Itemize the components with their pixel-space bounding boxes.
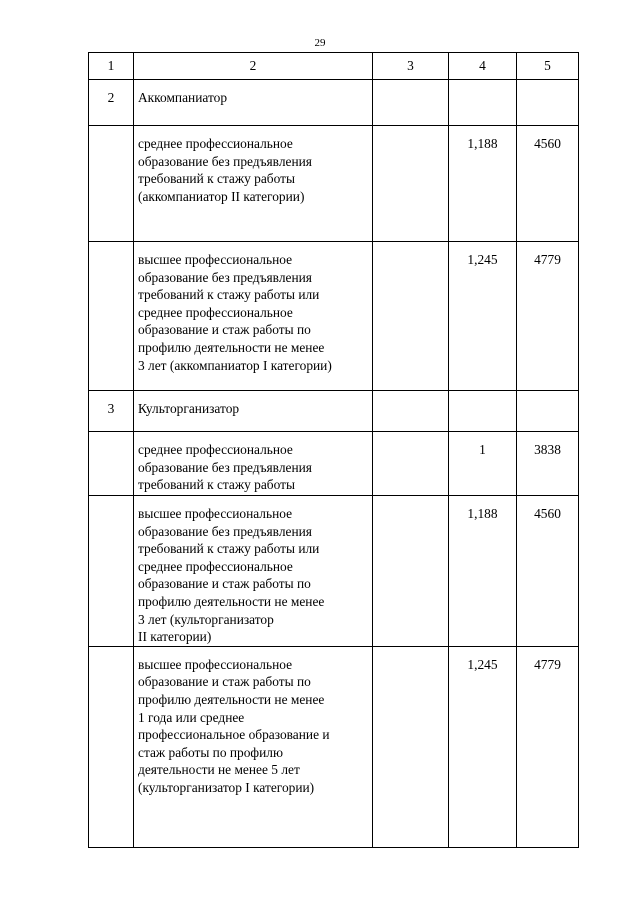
salary-value: 4779 [534,252,561,267]
row-number: 3 [107,401,115,416]
qualification-text: среднее профессиональное образование без предъявления требований к стажу работы [138,442,312,493]
coefficient-value: 1,245 [467,252,498,267]
coefficient-value: 1,188 [467,136,498,151]
table-row [89,242,579,391]
table-row [89,126,579,242]
coefficient-value: 1,188 [467,506,498,521]
table-row [89,432,579,496]
empty-cell [449,80,517,126]
empty-cell [449,391,517,432]
empty-cell [517,80,579,126]
salary-value: 4779 [534,656,561,672]
qualification-text: высшее профессиональное образование без предъявления требований к стажу работы или среднее профессиональное образование и стаж работы по профилю деятельности не менее 3 лет (культорганизатор II категории) [138,506,325,645]
empty-cell [517,391,579,432]
empty-cell [89,646,134,847]
qualification-text: высшее профессиональное образование и стаж работы по профилю деятельности не менее 1 года или среднее профессиональное образование и стаж работы по профилю деятельности не менее 5 лет (культорганизатор I категории) [138,656,330,795]
table-row [89,646,579,847]
empty-cell [373,126,449,242]
salary-value: 4560 [534,136,561,151]
empty-cell [373,432,449,496]
position-title: Аккомпаниатор [138,90,228,105]
empty-cell [373,391,449,432]
position-title: Культорганизатор [138,401,240,416]
empty-cell [373,80,449,126]
qualification-text: высшее профессиональное образование без предъявления требований к стажу работы или среднее профессиональное образование и стаж работы по профилю деятельности не менее 3 лет (аккомпаниатор I категории) [138,252,332,373]
qualification-text: среднее профессиональное образование без предъявления требований к стажу работы (аккомпаниатор II категории) [138,136,312,204]
salary-value: 4560 [534,506,561,521]
coefficient-value: 1 [479,442,486,457]
page-number: 29 [314,37,326,49]
empty-cell [89,242,134,391]
empty-cell [373,242,449,391]
header-col-4: 4 [449,53,517,80]
empty-cell [373,496,449,647]
table-header-row [89,53,579,80]
coefficient-value: 1,245 [467,656,498,672]
header-col-5: 5 [517,53,579,80]
header-col-1: 1 [89,53,134,80]
tariff-table [88,52,579,848]
header-col-3: 3 [373,53,449,80]
salary-value: 3838 [534,442,561,457]
table-row [89,80,579,126]
empty-cell [89,496,134,647]
header-col-2: 2 [134,53,373,80]
table-row [89,391,579,432]
empty-cell [373,646,449,847]
table-row [89,496,579,647]
row-number: 2 [107,90,115,105]
empty-cell [89,126,134,242]
empty-cell [89,432,134,496]
